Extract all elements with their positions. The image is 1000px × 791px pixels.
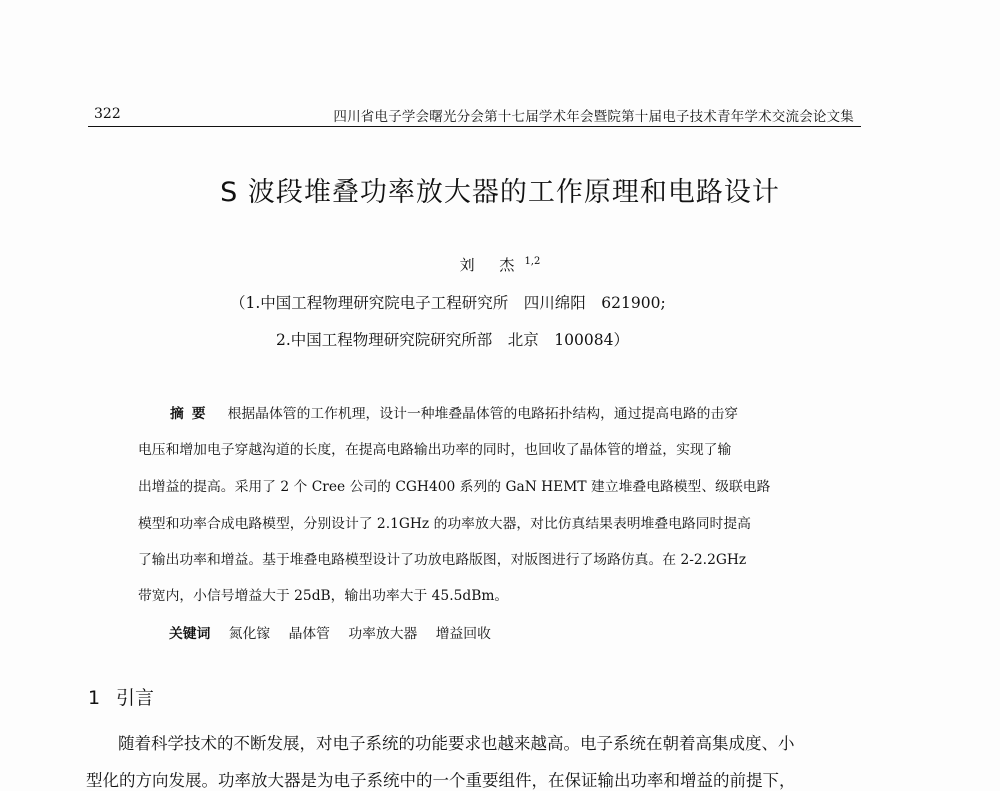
- abstract-label: 摘要: [170, 406, 214, 422]
- affiliation-2: 2.中国工程物理研究院研究所部 北京 100084）: [276, 331, 629, 349]
- body-paragraph-line: 随着科学技术的不断发展，对电子系统的功能要求也越来越高。电子系统在朝着高集成度、小: [118, 734, 795, 753]
- running-header: [92, 104, 860, 126]
- abstract-line: 模型和功率合成电路模型，分别设计了 2.1GHz 的功率放大器，对比仿真结果表明堆叠电路同时提高: [138, 516, 751, 532]
- section-title: 引言: [116, 687, 155, 709]
- body-paragraph-line: 型化的方向发展。功率放大器是为电子系统中的一个重要组件，在保证输出功率和增益的前提下，: [86, 771, 796, 790]
- abstract-line: 电压和增加电子穿越沟道的长度，在提高电路输出功率的同时，也回收了晶体管的增益，实现了输: [138, 442, 732, 458]
- keyword: 增益回收: [435, 626, 491, 642]
- abstract-line: 摘要 根据晶体管的工作机理，设计一种堆叠晶体管的电路拓扑结构，通过提高电路的击穿: [170, 406, 739, 422]
- author-line: [0, 254, 1000, 275]
- section-number: 1: [88, 687, 101, 709]
- journal-title: 四川省电子学会曙光分会第十七届学术年会暨院第十届电子技术青年学术交流会论文集: [333, 109, 854, 125]
- header-rule: [88, 126, 861, 127]
- abstract-line: 出增益的提高。采用了 2 个 Cree 公司的 CGH400 系列的 GaN HEMT 建立堆叠电路模型、级联电路: [138, 479, 771, 495]
- keywords-label: 关键词: [169, 626, 211, 642]
- affiliation-1: （1.中国工程物理研究院电子工程研究所 四川绵阳 621900;: [230, 294, 666, 312]
- abstract-line: 带宽内，小信号增益大于 25dB，输出功率大于 45.5dBm。: [138, 588, 509, 604]
- paper-title: S 波段堆叠功率放大器的工作原理和电路设计: [220, 177, 780, 208]
- abstract-line: 了输出功率和增益。基于堆叠电路模型设计了功放电路版图，对版图进行了场路仿真。在 2-2.2GHz: [138, 552, 747, 568]
- author-name: 刘 杰: [459, 256, 525, 274]
- keyword: 氮化镓: [228, 626, 271, 642]
- keyword: 晶体管: [288, 626, 330, 642]
- keywords: [169, 622, 505, 642]
- keyword: 功率放大器: [348, 626, 418, 642]
- page-number: 322: [94, 106, 121, 122]
- author-affil-marks: 1,2: [524, 256, 541, 267]
- section-heading: [88, 683, 154, 710]
